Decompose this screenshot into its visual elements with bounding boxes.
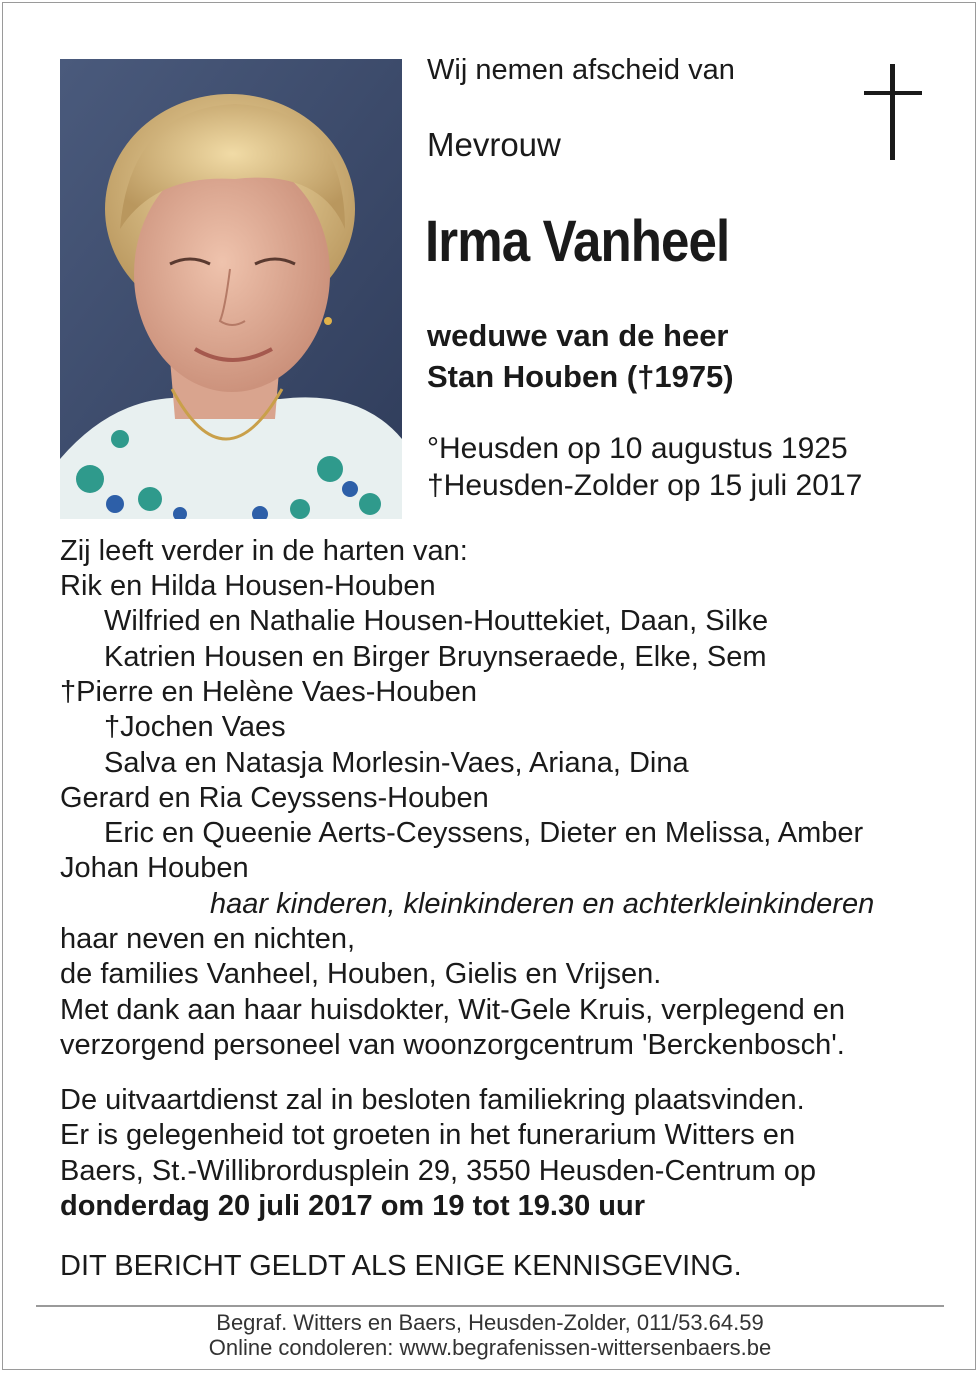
family-extra: haar neven en nichten, bbox=[60, 923, 356, 955]
notice-text: DIT BERICHT GELDT ALS ENIGE KENNISGEVING. bbox=[60, 1250, 742, 1282]
birth-line: °Heusden op 10 augustus 1925 bbox=[427, 432, 848, 465]
intro-text: Wij nemen afscheid van bbox=[427, 54, 735, 86]
family-relation: haar kinderen, kleinkinderen en achterkleinkinderen bbox=[210, 888, 875, 920]
death-line: †Heusden-Zolder op 15 juli 2017 bbox=[427, 469, 863, 502]
family-line: Wilfried en Nathalie Housen-Houttekiet, Daan, Silke bbox=[104, 605, 769, 637]
family-line: Salva en Natasja Morlesin-Vaes, Ariana, Dina bbox=[104, 747, 689, 779]
service-line: Er is gelegenheid tot groeten in het funerarium Witters en bbox=[60, 1119, 796, 1151]
family-line: Johan Houben bbox=[60, 852, 249, 884]
cross-icon bbox=[864, 64, 922, 160]
family-extra: de families Vanheel, Houben, Gielis en Vrijsen. bbox=[60, 958, 662, 990]
family-line: †Pierre en Helène Vaes-Houben bbox=[60, 676, 478, 708]
family-lead: Zij leeft verder in de harten van: bbox=[60, 535, 468, 567]
family-extra: verzorgend personeel van woonzorgcentrum 'Berckenbosch'. bbox=[60, 1029, 845, 1061]
family-line: †Jochen Vaes bbox=[104, 711, 286, 743]
service-date: donderdag 20 juli 2017 om 19 tot 19.30 uur bbox=[60, 1190, 646, 1222]
family-extra: Met dank aan haar huisdokter, Wit-Gele Kruis, verplegend en bbox=[60, 994, 846, 1026]
service-line: Baers, St.-Willibrordusplein 29, 3550 Heusden-Centrum op bbox=[60, 1155, 816, 1187]
footer-line-2: Online condoleren: www.begrafenissen-wittersenbaers.be bbox=[208, 1335, 772, 1360]
footer-divider bbox=[36, 1305, 944, 1307]
widow-line-1: weduwe van de heer bbox=[427, 318, 729, 353]
deceased-name: Irma Vanheel bbox=[425, 209, 730, 274]
dates-block bbox=[427, 430, 862, 504]
service-line: De uitvaartdienst zal in besloten familiekring plaatsvinden. bbox=[60, 1084, 805, 1116]
family-line: Gerard en Ria Ceyssens-Houben bbox=[60, 782, 489, 814]
title-word: Mevrouw bbox=[427, 126, 561, 163]
footer-line-1: Begraf. Witters en Baers, Heusden-Zolder, 011/53.64.59 bbox=[216, 1310, 764, 1335]
portrait-photo bbox=[60, 59, 402, 519]
family-line: Rik en Hilda Housen-Houben bbox=[60, 570, 436, 602]
widow-line-2: Stan Houben (†1975) bbox=[427, 359, 734, 394]
family-line: Eric en Queenie Aerts-Ceyssens, Dieter en Melissa, Amber bbox=[104, 817, 864, 849]
family-line: Katrien Housen en Birger Bruynseraede, Elke, Sem bbox=[104, 641, 767, 673]
widow-block bbox=[427, 315, 734, 397]
